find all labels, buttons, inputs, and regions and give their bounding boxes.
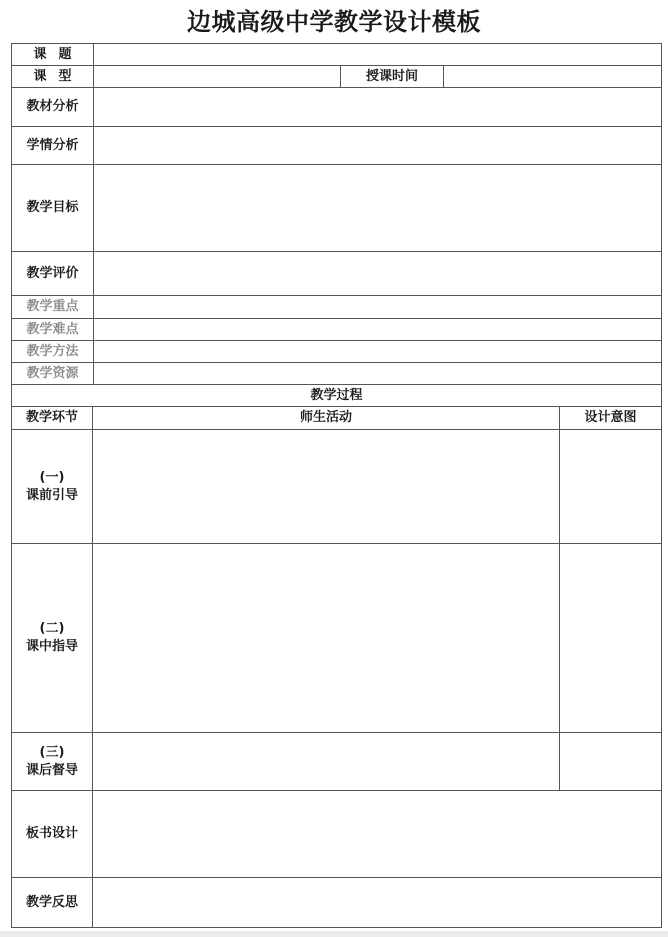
objectives-field[interactable] xyxy=(93,164,662,252)
resources-field[interactable] xyxy=(93,362,662,385)
lesson-type-label xyxy=(11,65,94,88)
lesson-type-label-text: 课型 xyxy=(33,68,84,84)
objectives-label: 教学目标 xyxy=(11,164,94,252)
methods-field[interactable] xyxy=(93,340,662,363)
stage-3-name: 课后督导 xyxy=(25,762,78,778)
process-heading: 教学过程 xyxy=(11,384,662,407)
evaluation-label: 教学评价 xyxy=(11,251,94,296)
board-design-field[interactable] xyxy=(92,790,662,878)
reflection-field[interactable] xyxy=(92,877,662,928)
topic-label-text: 课题 xyxy=(33,46,84,62)
evaluation-field[interactable] xyxy=(93,251,662,296)
class-time-label: 授课时间 xyxy=(340,65,444,88)
stage-3-label xyxy=(11,732,93,791)
stage-2-intent-field[interactable] xyxy=(559,543,662,733)
stage-1-name: 课前引导 xyxy=(25,487,78,503)
stage-1-activity-field[interactable] xyxy=(92,429,560,544)
lesson-plan-table xyxy=(11,43,662,928)
textbook-analysis-label: 教材分析 xyxy=(11,87,94,127)
stage-3-intent-field[interactable] xyxy=(559,732,662,791)
page-title: 边城高级中学教学设计模板 xyxy=(187,8,481,36)
key-points-label: 教学重点 xyxy=(11,295,94,319)
process-col-intent: 设计意图 xyxy=(559,406,662,430)
stage-1-number: (一) xyxy=(39,469,65,485)
learner-analysis-label: 学情分析 xyxy=(11,126,94,165)
topic-field[interactable] xyxy=(93,43,662,66)
stage-2-number: (二) xyxy=(39,621,65,636)
difficulties-field[interactable] xyxy=(93,318,662,341)
stage-1-intent-field[interactable] xyxy=(559,429,662,544)
methods-label: 教学方法 xyxy=(11,340,94,363)
stage-1-label xyxy=(11,429,93,544)
page-bottom-edge xyxy=(0,931,668,937)
stage-2-name: 课中指导 xyxy=(25,639,78,654)
process-col-activity: 师生活动 xyxy=(92,406,560,430)
textbook-analysis-field[interactable] xyxy=(93,87,662,127)
board-design-label: 板书设计 xyxy=(11,790,93,878)
stage-3-activity-field[interactable] xyxy=(92,732,560,791)
stage-3-number: (三) xyxy=(39,744,65,760)
stage-2-label xyxy=(11,543,93,733)
class-time-field[interactable] xyxy=(443,65,662,88)
process-col-stage: 教学环节 xyxy=(11,406,93,430)
learner-analysis-field[interactable] xyxy=(93,126,662,165)
stage-2-activity-field[interactable] xyxy=(92,543,560,733)
resources-label: 教学资源 xyxy=(11,362,94,385)
lesson-type-field[interactable] xyxy=(93,65,341,88)
topic-label xyxy=(11,43,94,66)
reflection-label: 教学反思 xyxy=(11,877,93,928)
difficulties-label: 教学难点 xyxy=(11,318,94,341)
key-points-field[interactable] xyxy=(93,295,662,319)
